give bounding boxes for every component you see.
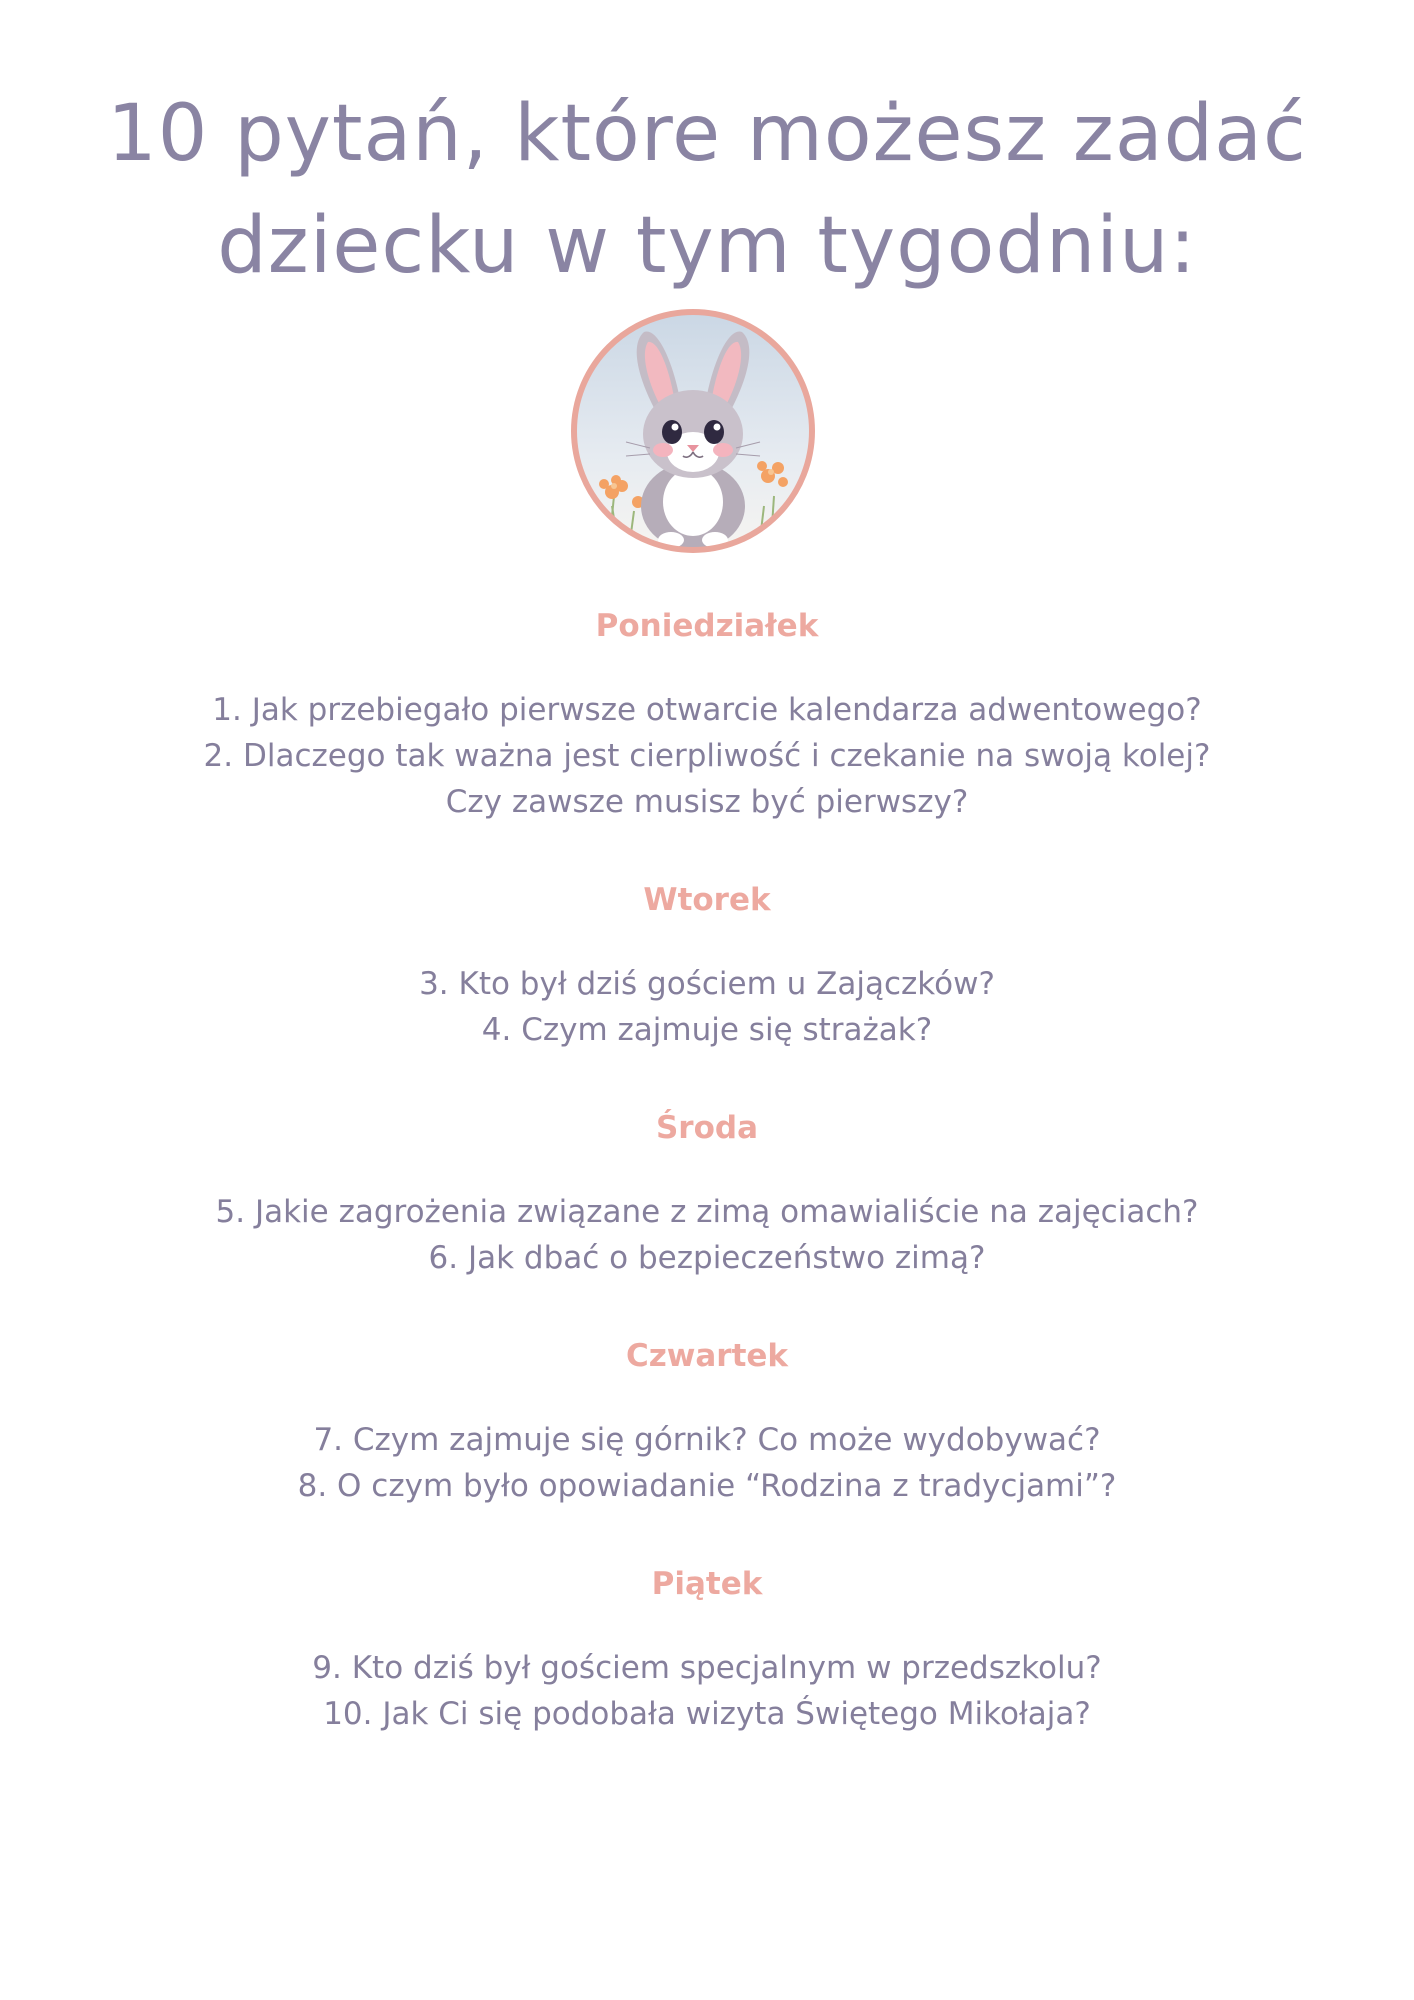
question-item: 4. Czym zajmuje się strażak?: [481, 1012, 933, 1048]
question-item: 9. Kto dziś był gościem specjalnym w przedszkolu?: [312, 1650, 1102, 1686]
question-list: [100, 1645, 1314, 1737]
bunny-illustration: [568, 306, 818, 556]
question-item: 5. Jakie zagrożenia związane z zimą omawialiście na zajęciach?: [215, 1194, 1199, 1230]
question-item: 10. Jak Ci się podobała wizyta Świętego Mikołaja?: [323, 1696, 1091, 1732]
day-heading: Czwartek: [625, 1338, 789, 1374]
day-section-thursday: [100, 1326, 1314, 1509]
day-heading: Środa: [655, 1110, 759, 1146]
day-section-wednesday: [100, 1098, 1314, 1281]
question-item: 2. Dlaczego tak ważna jest cierpliwość i czekanie na swoją kolej?: [203, 738, 1211, 774]
question-item: 3. Kto był dziś gościem u Zajączków?: [419, 966, 995, 1002]
page-title: [80, 78, 1334, 302]
question-item: Czy zawsze musisz być pierwszy?: [445, 784, 969, 820]
title-line-1: 10 pytań, które możesz zadać: [107, 89, 1307, 179]
day-heading: Wtorek: [643, 882, 771, 918]
question-item: 1. Jak przebiegało pierwsze otwarcie kalendarza adwentowego?: [212, 692, 1202, 728]
questions-list: [100, 596, 1314, 1782]
day-heading: Piątek: [651, 1566, 763, 1602]
day-section-tuesday: [100, 870, 1314, 1053]
question-list: [100, 687, 1314, 825]
question-item: 7. Czym zajmuje się górnik? Co może wydobywać?: [313, 1422, 1101, 1458]
day-section-friday: [100, 1554, 1314, 1737]
question-item: 8. O czym było opowiadanie “Rodzina z tradycjami”?: [297, 1468, 1117, 1504]
question-list: [100, 961, 1314, 1053]
title-line-2: dziecku w tym tygodniu:: [217, 201, 1197, 291]
question-list: [100, 1417, 1314, 1509]
day-section-monday: [100, 596, 1314, 825]
question-list: [100, 1189, 1314, 1281]
question-item: 6. Jak dbać o bezpieczeństwo zimą?: [428, 1240, 986, 1276]
day-heading: Poniedziałek: [595, 608, 819, 644]
